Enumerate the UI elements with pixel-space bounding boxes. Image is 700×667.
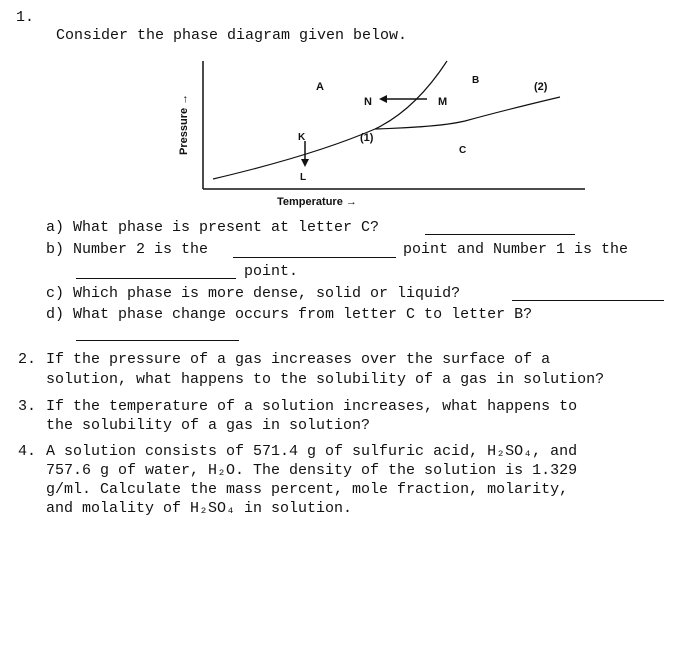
label-L: L (300, 172, 307, 183)
question-2-line2: solution, what happens to the solubility of a gas in solution? (46, 371, 605, 388)
question-3-number: 3. (18, 398, 37, 415)
liquid-gas-line (375, 97, 560, 129)
question-1b-part3: point. (244, 263, 299, 280)
label-B: B (472, 75, 480, 86)
question-3-line1: If the temperature of a solution increases, what happens to (46, 398, 578, 415)
answer-blank-c[interactable] (512, 300, 664, 301)
answer-blank-b2[interactable] (76, 278, 236, 279)
label-K: K (298, 132, 306, 143)
question-1-number: 1. (16, 9, 35, 26)
arrow-n-head (379, 95, 387, 103)
question-4-line3: g/ml. Calculate the mass percent, mole fraction, molarity, (46, 481, 569, 498)
question-1c: c) Which phase is more dense, solid or liquid? (46, 285, 461, 302)
answer-blank-a[interactable] (425, 234, 575, 235)
phase-diagram (165, 55, 605, 215)
question-1a: a) What phase is present at letter C? (46, 219, 380, 236)
x-axis-label: Temperature → (277, 196, 357, 208)
question-4-line1: A solution consists of 571.4 g of sulfuric acid, H₂SO₄, and (46, 443, 578, 460)
question-1-intro: Consider the phase diagram given below. (56, 27, 408, 44)
question-3-line2: the solubility of a gas in solution? (46, 417, 371, 434)
question-2-line1: If the pressure of a gas increases over the surface of a (46, 351, 551, 368)
question-2-number: 2. (18, 351, 37, 368)
question-1b-part1: b) Number 2 is the (46, 241, 209, 258)
label-A: A (316, 81, 324, 93)
label-C: C (459, 145, 467, 156)
question-1d: d) What phase change occurs from letter C to letter B? (46, 306, 533, 323)
arrow-l-head (301, 159, 309, 167)
answer-blank-d[interactable] (76, 340, 239, 341)
label-one: (1) (360, 132, 374, 144)
question-1b-part2: point and Number 1 is the (403, 241, 629, 258)
question-4-line4: and molality of H₂SO₄ in solution. (46, 500, 353, 517)
label-M: M (438, 96, 448, 108)
question-4-number: 4. (18, 443, 37, 460)
label-N: N (364, 96, 372, 108)
sublimation-line (213, 129, 375, 179)
label-two: (2) (534, 81, 548, 93)
question-4-line2: 757.6 g of water, H₂O. The density of the solution is 1.329 (46, 462, 578, 479)
answer-blank-b1[interactable] (233, 257, 396, 258)
y-axis-label: Pressure → (178, 93, 190, 155)
solid-liquid-line (375, 61, 447, 129)
